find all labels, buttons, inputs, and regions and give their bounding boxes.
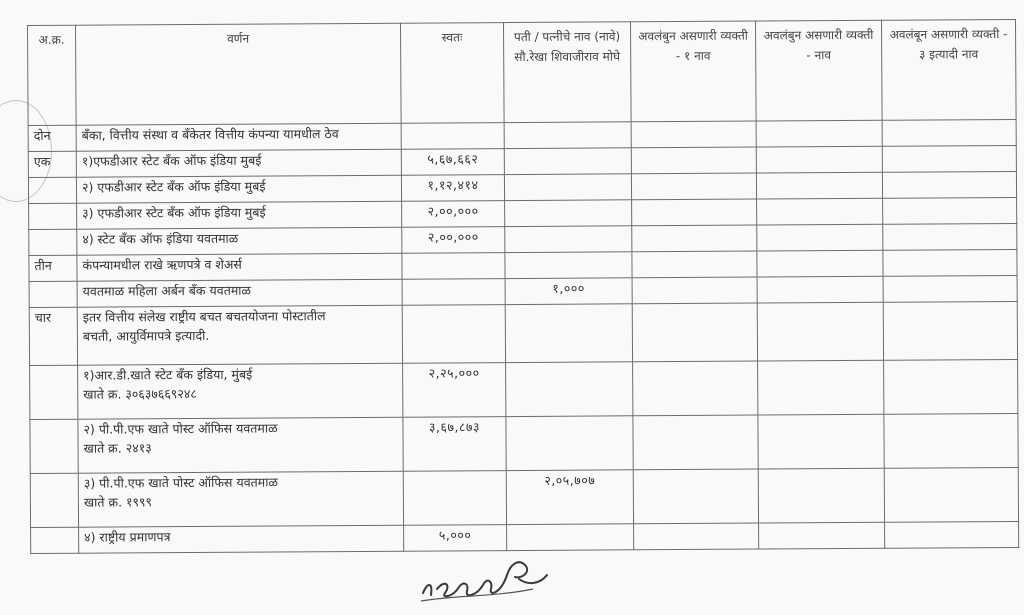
row-dep1	[633, 361, 758, 416]
row-spouse-amount	[505, 304, 632, 363]
row-description-line2: खाते क्र. ३०६३७६६९२४८	[83, 385, 197, 402]
row-dep3	[882, 119, 1016, 146]
row-dep3	[884, 467, 1018, 522]
row-sr: एक	[28, 151, 76, 177]
row-self-amount	[402, 253, 505, 280]
row-self-amount: ३,६७,८७३	[403, 417, 506, 472]
row-dep1	[632, 199, 757, 226]
header-self: स्वतः	[400, 23, 504, 124]
row-dep1	[631, 147, 756, 174]
table-row	[29, 301, 1017, 365]
row-sr	[29, 229, 77, 255]
row-self-amount	[401, 123, 504, 150]
row-description: २) एफडीआर स्टेट बँक ऑफ इंडिया मुबई	[76, 175, 401, 203]
row-spouse-amount	[505, 200, 632, 227]
header-row	[28, 19, 1017, 125]
row-sr: तीन	[29, 255, 77, 281]
header-spouse	[503, 22, 631, 123]
row-dep3	[883, 223, 1017, 250]
row-spouse-amount	[506, 362, 633, 417]
row-self-amount	[403, 471, 506, 526]
row-dep2	[756, 172, 882, 199]
row-spouse-amount: १,०००	[505, 278, 632, 305]
row-dep3	[883, 197, 1017, 224]
row-dep3	[884, 413, 1018, 468]
row-spouse-amount	[504, 148, 631, 175]
row-dep2	[757, 302, 883, 361]
row-description-line1: १)आर.डी.खाते स्टेट बँक इंडिया, मुंबई	[83, 366, 253, 383]
header-sr: अ.क्र.	[28, 25, 77, 125]
row-description	[77, 305, 402, 365]
row-dep1	[631, 121, 756, 148]
row-dep2	[756, 120, 882, 147]
row-sr	[31, 527, 79, 553]
row-description-line2: खाते क्र. २४१३	[83, 440, 152, 456]
row-description: ४) राष्ट्रीय प्रमाणपत्र	[79, 525, 404, 553]
row-spouse-amount	[504, 174, 631, 201]
row-dep2	[757, 224, 883, 251]
row-description-line1: इतर वित्तीय संलेख राष्ट्रीय बचत बचतयोजना पोस्टातील	[82, 308, 326, 325]
row-self-amount: २,२५,०००	[403, 363, 506, 418]
row-sr	[29, 203, 77, 229]
row-self-amount: ५,६७,६६२	[401, 149, 504, 176]
row-sr	[29, 281, 77, 307]
table-row	[30, 413, 1018, 473]
row-dep3	[882, 145, 1016, 172]
row-sr	[28, 177, 76, 203]
row-description: बँका, वित्तीय संस्था व बँकेतर वित्तीय कंपन्या यामधील ठेव	[76, 123, 401, 151]
row-dep1	[632, 303, 757, 362]
row-self-amount: ५,०००	[404, 525, 507, 552]
header-dependent-2: अवलंबुन असणारी व्यक्ती - नाव	[755, 20, 882, 121]
table-row	[30, 467, 1018, 527]
row-dep3	[883, 301, 1017, 360]
row-dep1	[632, 277, 757, 304]
row-dep3	[883, 249, 1017, 276]
row-dep3	[884, 359, 1018, 414]
header-dependent-1: अवलंबुन असणारी व्यक्ती - १ नाव	[630, 21, 756, 122]
row-dep1	[633, 415, 758, 470]
row-description: यवतमाळ महिला अर्बन बँक यवतमाळ	[77, 279, 402, 307]
row-dep2	[758, 414, 884, 469]
row-dep2	[759, 522, 885, 549]
row-dep2	[757, 276, 883, 303]
row-dep1	[632, 251, 757, 278]
row-description-line1: २) पी.पी.एफ खाते पोस्ट ऑफिस यवतमाळ	[83, 420, 278, 437]
header-spouse-name: सौ.रेखा शिवाजीराव मोघे	[514, 49, 621, 65]
row-dep2	[758, 468, 884, 523]
row-description-line1: ३) पी.पी.एफ खाते पोस्ट ऑफिस यवतमाळ	[83, 474, 278, 491]
row-dep3	[885, 521, 1019, 548]
row-description: ४) स्टेट बँक ऑफ इंडिया यवतमाळ	[77, 227, 402, 255]
row-description	[78, 363, 403, 419]
row-sr	[30, 419, 78, 473]
row-description-line2: खाते क्र. १९९९	[83, 494, 153, 510]
row-self-amount	[402, 305, 505, 364]
row-sr: दोन	[28, 125, 76, 151]
row-spouse-amount: २,०५,७०७	[506, 470, 633, 525]
row-self-amount: १,१२,४१४	[401, 175, 504, 202]
row-spouse-amount	[505, 252, 632, 279]
row-spouse-amount	[504, 122, 631, 149]
row-dep2	[756, 146, 882, 173]
row-description: ३) एफडीआर स्टेट बँक ऑफ इंडिया मुबई	[77, 201, 402, 229]
handwritten-signature	[415, 545, 555, 610]
row-self-amount	[402, 279, 505, 306]
row-dep3	[882, 171, 1016, 198]
row-sr: चार	[29, 307, 77, 365]
row-sr	[30, 365, 78, 419]
assets-table	[27, 19, 1019, 554]
row-spouse-amount	[506, 416, 633, 471]
row-dep1	[632, 225, 757, 252]
table-row	[30, 359, 1018, 419]
row-self-amount: २,००,०००	[402, 201, 505, 228]
row-description	[78, 417, 403, 473]
header-spouse-label: पती / पत्नीचे नाव (नावे)	[513, 29, 621, 45]
header-dependent-3: अवलंबून असणारी व्यक्ती - ३ इत्यादी नाव	[881, 19, 1016, 120]
row-description: १)एफडीआर स्टेट बँक ऑफ इंडिया मुबई	[76, 149, 401, 177]
row-dep2	[757, 198, 883, 225]
row-self-amount: २,००,०००	[402, 227, 505, 254]
row-description: कंपन्यामधील राखे ऋणपत्रे व शेअर्स	[77, 253, 402, 281]
row-sr	[30, 473, 78, 527]
row-description	[78, 471, 403, 527]
row-dep1	[634, 523, 759, 550]
row-dep2	[757, 250, 883, 277]
row-dep2	[758, 360, 884, 415]
row-dep1	[631, 173, 756, 200]
row-description-line2: बचती, आयुर्विमापत्रे इत्यादी.	[82, 327, 210, 344]
row-spouse-amount	[505, 226, 632, 253]
row-dep3	[883, 275, 1017, 302]
row-dep1	[633, 469, 758, 524]
header-description: वर्णन	[76, 23, 402, 125]
